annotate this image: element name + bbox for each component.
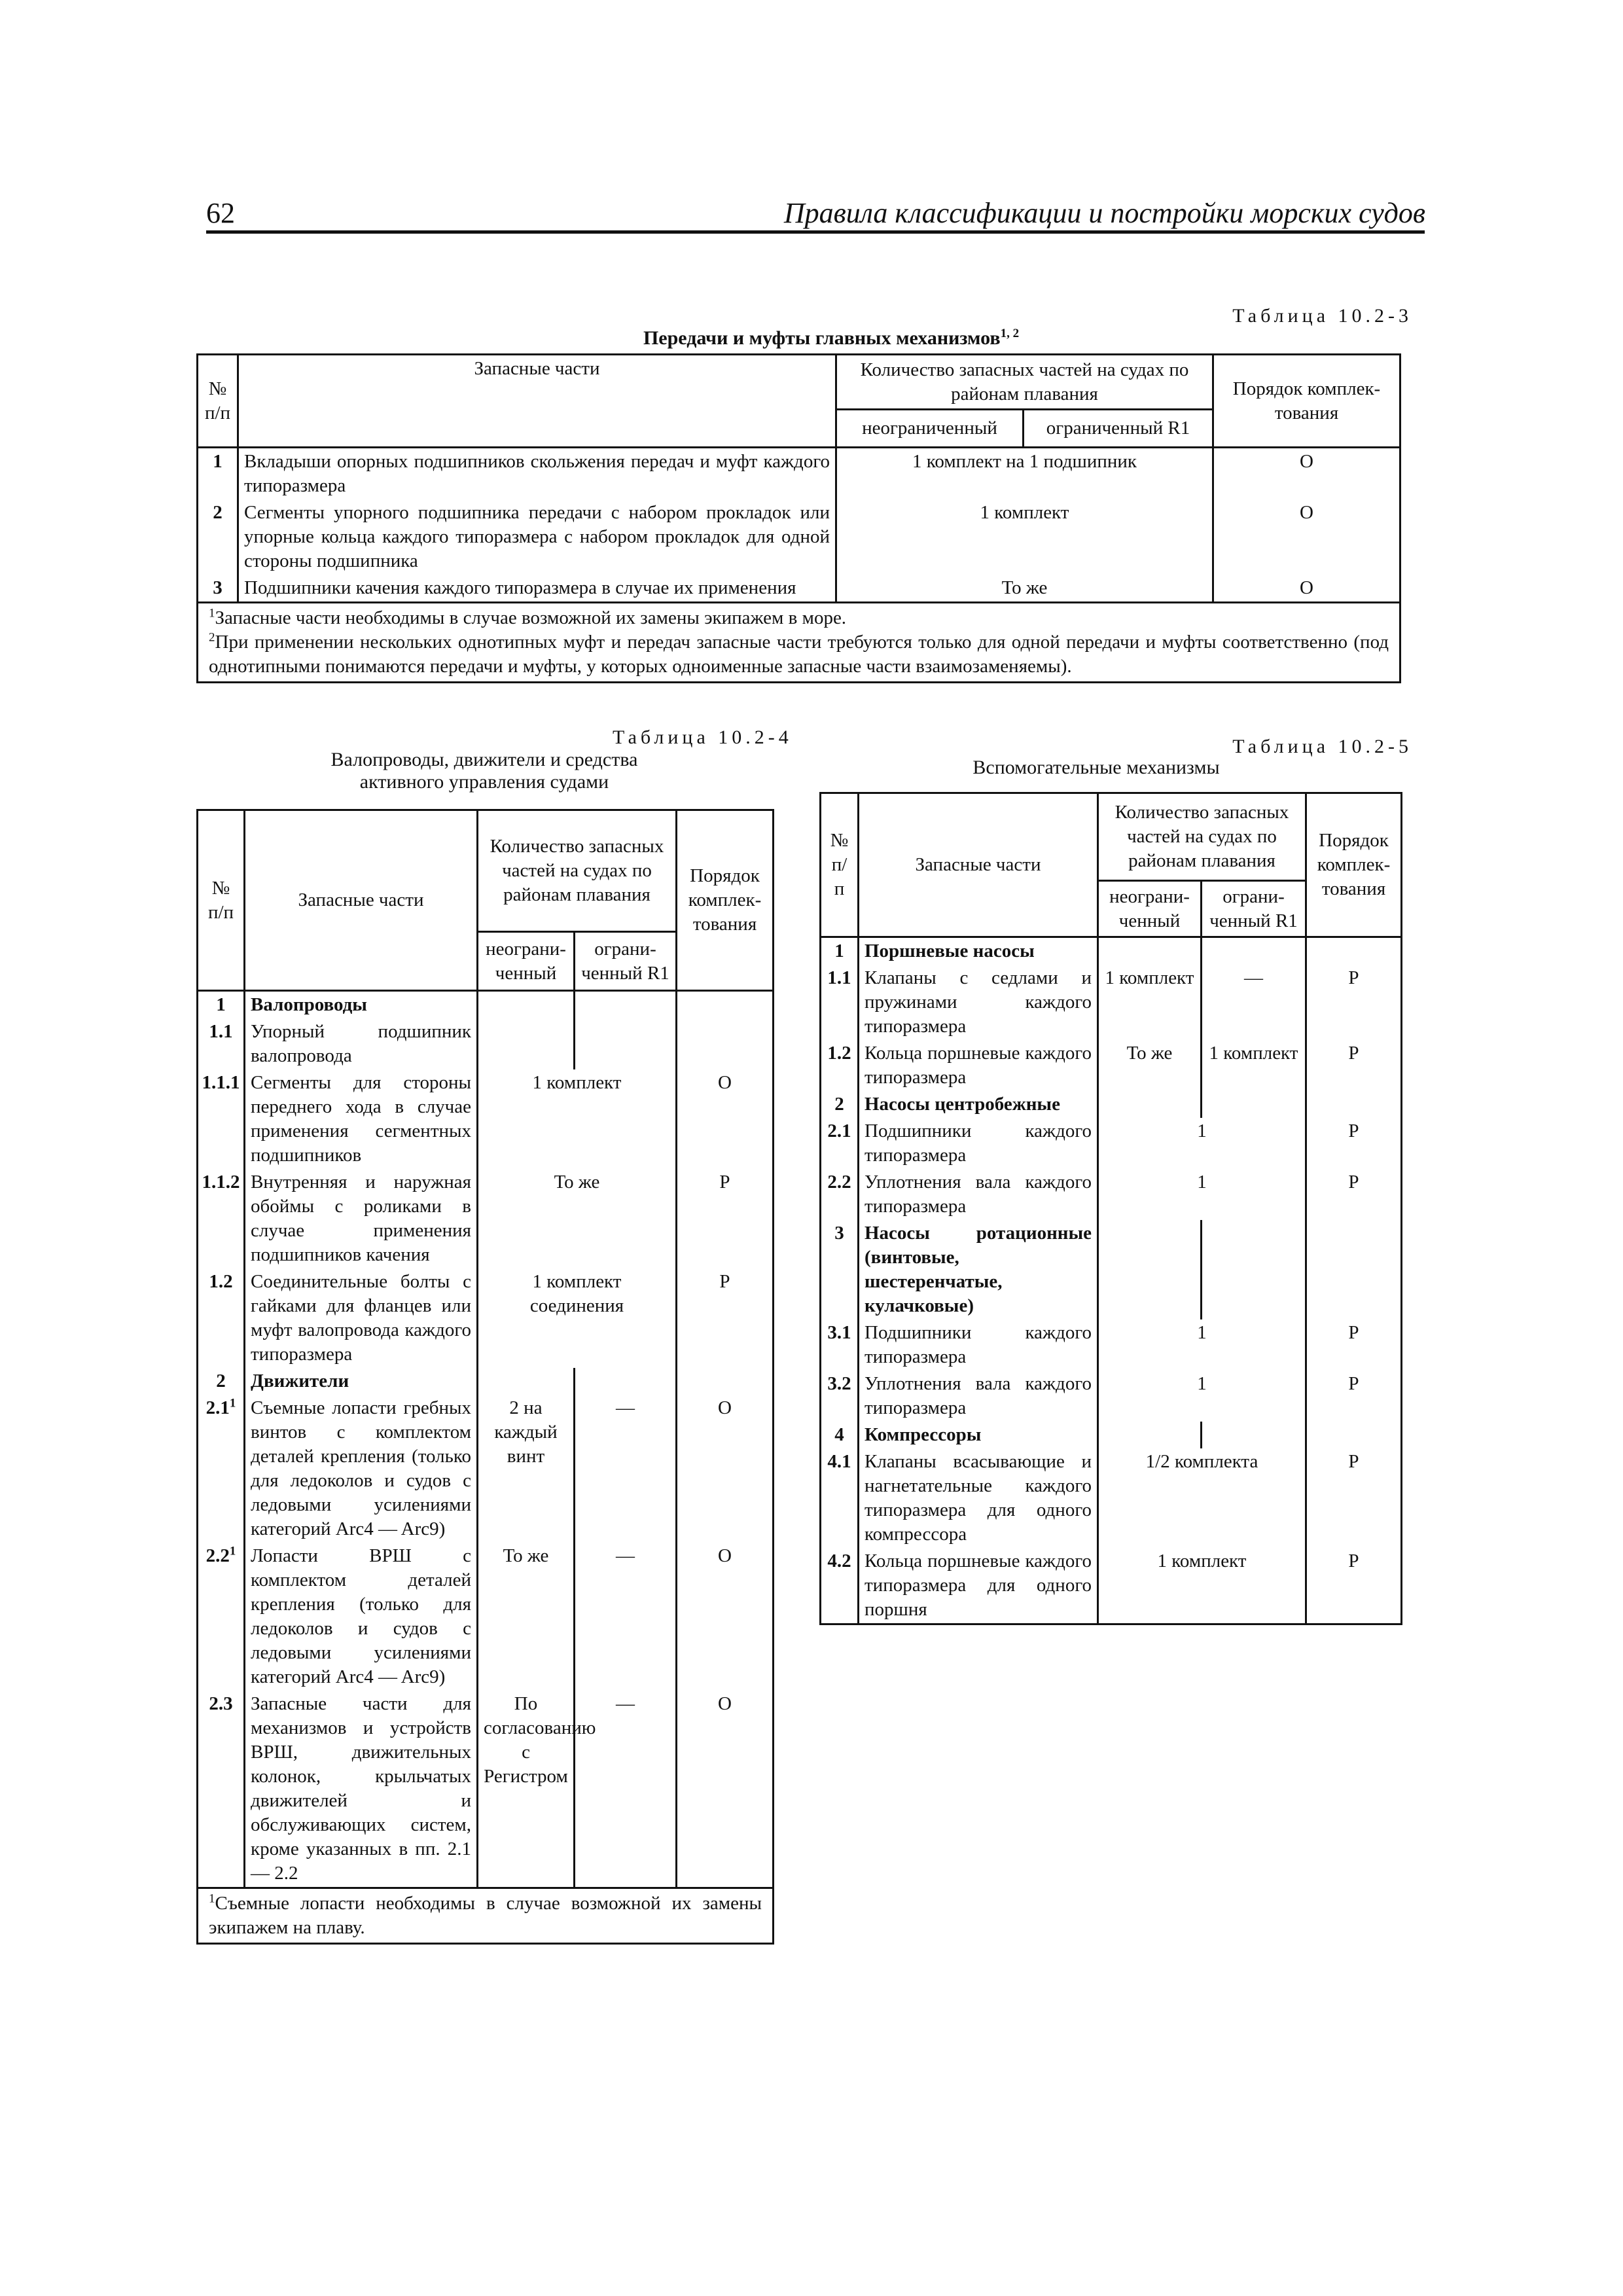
col-header-quantity: Количество запасных частей на судах по районам плавания	[1098, 793, 1306, 881]
table-row	[821, 1169, 1402, 1220]
order: Р	[1306, 1548, 1402, 1624]
part-name: Кольца поршневые каждого типоразмера для одного поршня	[859, 1548, 1098, 1624]
table-row	[198, 1169, 774, 1268]
table-row	[198, 1268, 774, 1368]
row-number	[821, 1422, 859, 1448]
part-name: Упорный подшипник валопровода	[245, 1018, 478, 1069]
col-header-num: № п/п	[198, 355, 238, 448]
quantity: То же	[836, 575, 1213, 603]
row-number	[198, 1268, 245, 1368]
table-row	[821, 937, 1402, 965]
quantity: 1 комплект соединения	[478, 1268, 677, 1368]
table-10-2-5-title: Вспомогательные механизмы	[972, 757, 1220, 778]
quantity: 1 комплект	[836, 499, 1213, 575]
quantity: 1 комплект на 1 подшипник	[836, 448, 1213, 500]
part-name: Съемные лопасти гребных винтов с комплектом деталей крепления (только для ледоколов и судов с ледовыми усилениями категорий Arc4 — Arc9)	[245, 1395, 478, 1543]
table-row	[198, 1069, 774, 1169]
part-name: Клапаны с седлами и пружинами каждого типоразмера	[859, 965, 1098, 1040]
order: О	[677, 1069, 774, 1169]
quantity-limited	[1202, 1422, 1306, 1448]
table-row	[198, 448, 1400, 500]
table-10-2-4-label: Таблица 10.2-4	[613, 726, 793, 748]
row-number-text: 4.2	[827, 1551, 851, 1571]
header-rule	[206, 230, 1425, 234]
table-row	[821, 1040, 1402, 1091]
row-number	[198, 1368, 245, 1395]
quantity-limited	[1202, 1091, 1306, 1118]
col-header-unlimited: неограниченный	[836, 410, 1024, 448]
row-number: 3	[198, 575, 238, 603]
order: Р	[677, 1169, 774, 1268]
quantity-limited	[575, 991, 677, 1019]
order: О	[677, 1543, 774, 1691]
table-row	[198, 499, 1400, 575]
quantity-limited: —	[1202, 965, 1306, 1040]
row-number	[821, 1220, 859, 1319]
quantity: То же	[478, 1169, 677, 1268]
row-number	[821, 937, 859, 965]
col-header-limited: ограни-ченный R1	[575, 932, 677, 991]
part-name: Уплотнения вала каждого типоразмера	[859, 1169, 1098, 1220]
row-number	[821, 1371, 859, 1422]
row-number-text: 1.1	[209, 1021, 233, 1042]
footnote-text: Запасные части необходимы в случае возможной их замены экипажем в море.	[215, 607, 847, 628]
table-row	[821, 1422, 1402, 1448]
quantity: 1 комплект	[478, 1069, 677, 1169]
footnote-mark: 1	[229, 1396, 236, 1410]
order: Р	[1306, 1319, 1402, 1371]
row-number	[198, 1169, 245, 1268]
table-row	[821, 1371, 1402, 1422]
table-row	[198, 1018, 774, 1069]
order	[677, 1368, 774, 1395]
col-header-quantity: Количество запасных частей на судах по районам плавания	[836, 355, 1213, 410]
table-row	[821, 1319, 1402, 1371]
col-header-parts: Запасные части	[238, 355, 836, 448]
row-number-text: 2	[834, 1094, 844, 1115]
row-number	[821, 1548, 859, 1624]
quantity-unlimited	[1098, 1091, 1202, 1118]
row-number	[821, 1169, 859, 1220]
order: О	[1213, 448, 1400, 500]
part-name: Внутренняя и наружная обоймы с роликами в случае применения подшипников качения	[245, 1169, 478, 1268]
part-name: Сегменты упорного подшипника передачи с набором прокладок или упорные кольца каждого типоразмера с набором прокладок для одной стороны подшипника	[238, 499, 836, 575]
quantity-limited: —	[575, 1543, 677, 1691]
footnote-1	[209, 606, 1389, 630]
row-number-text: 1.1	[827, 967, 851, 988]
table-row	[198, 991, 774, 1019]
order: О	[677, 1691, 774, 1888]
quantity-unlimited: 1 комплект	[1098, 965, 1202, 1040]
quantity-limited: 1 комплект	[1202, 1040, 1306, 1091]
part-name: Поршневые насосы	[859, 937, 1098, 965]
table-row	[821, 1091, 1402, 1118]
row-number-text: 2.1	[827, 1121, 851, 1141]
order: Р	[677, 1268, 774, 1368]
row-number	[198, 1543, 245, 1691]
quantity-unlimited: То же	[478, 1543, 575, 1691]
quantity-unlimited	[478, 991, 575, 1019]
table-row	[821, 965, 1402, 1040]
quantity: 1 комплект	[1098, 1548, 1306, 1624]
quantity: 1	[1098, 1118, 1306, 1169]
order: О	[1213, 499, 1400, 575]
col-header-limited: ограни-ченный R1	[1202, 881, 1306, 937]
row-number	[821, 1448, 859, 1548]
quantity: 1	[1098, 1169, 1306, 1220]
footnote-text: Съемные лопасти необходимы в случае возможной их замены экипажем на плаву.	[209, 1893, 762, 1938]
table-10-2-4	[196, 809, 774, 1945]
order: О	[677, 1395, 774, 1543]
quantity-unlimited	[1098, 937, 1202, 965]
quantity-limited	[575, 1368, 677, 1395]
quantity: 1/2 комплекта	[1098, 1448, 1306, 1548]
col-header-order: Порядок комплек-тования	[677, 810, 774, 991]
part-name: Подшипники качения каждого типоразмера в случае их применения	[238, 575, 836, 603]
col-header-unlimited: неограни-ченный	[1098, 881, 1202, 937]
table-10-2-3-title	[602, 327, 1060, 350]
row-number	[821, 1319, 859, 1371]
part-name: Кольца поршневые каждого типоразмера	[859, 1040, 1098, 1091]
table-row	[198, 575, 1400, 603]
row-number-text: 1.2	[209, 1271, 233, 1292]
order: Р	[1306, 1040, 1402, 1091]
page-number: 62	[206, 197, 235, 229]
quantity-unlimited: По согласованию с Регистром	[478, 1691, 575, 1888]
order	[1306, 1422, 1402, 1448]
row-number-text: 2.1	[205, 1397, 230, 1418]
quantity: 1	[1098, 1371, 1306, 1422]
row-number	[198, 991, 245, 1019]
col-header-quantity: Количество запасных частей на судах по районам плавания	[478, 810, 677, 932]
table-footnotes	[198, 603, 1400, 683]
part-name: Сегменты для стороны переднего хода в случае применения сегментных подшипников	[245, 1069, 478, 1169]
part-name: Движители	[245, 1368, 478, 1395]
row-number	[821, 1091, 859, 1118]
order: Р	[1306, 1448, 1402, 1548]
col-header-num: № п/п	[198, 810, 245, 991]
table-10-2-3	[196, 353, 1401, 683]
order: Р	[1306, 1118, 1402, 1169]
order: Р	[1306, 1371, 1402, 1422]
part-name: Уплотнения вала каждого типоразмера	[859, 1371, 1098, 1422]
part-name: Соединительные болты с гайками для фланцев или муфт валопровода каждого типоразмера	[245, 1268, 478, 1368]
quantity-limited	[1202, 1220, 1306, 1319]
col-header-order: Порядок комплек-тования	[1213, 355, 1400, 448]
col-header-limited: ограниченный R1	[1024, 410, 1213, 448]
part-name: Валопроводы	[245, 991, 478, 1019]
row-number-text: 1.2	[827, 1043, 851, 1064]
footnote-mark: 1	[209, 1892, 215, 1906]
part-name: Насосы ротационные (винтовые, шестеренчатые, кулачковые)	[859, 1220, 1098, 1319]
footnote-2	[209, 630, 1389, 679]
table-row	[198, 1395, 774, 1543]
quantity: 1	[1098, 1319, 1306, 1371]
quantity-limited	[575, 1018, 677, 1069]
table-row	[821, 1220, 1402, 1319]
part-name: Вкладыши опорных подшипников скольжения передач и муфт каждого типоразмера	[238, 448, 836, 500]
row-number-text: 3	[834, 1223, 844, 1244]
table-10-2-5-label: Таблица 10.2-5	[1232, 736, 1412, 757]
order	[677, 991, 774, 1019]
quantity-limited	[1202, 937, 1306, 965]
table-row	[198, 1691, 774, 1888]
table-title-text: Передачи и муфты главных механизмов	[643, 327, 1001, 349]
row-number-text: 4	[834, 1424, 844, 1445]
row-number-text: 3.2	[827, 1373, 851, 1394]
row-number-text: 3.1	[827, 1322, 851, 1343]
row-number	[821, 1040, 859, 1091]
row-number-text: 1	[834, 941, 844, 961]
quantity-unlimited	[1098, 1422, 1202, 1448]
row-number	[198, 1069, 245, 1169]
col-header-num: № п/п	[821, 793, 859, 937]
row-number: 1	[198, 448, 238, 500]
running-title: Правила классификации и постройки морских судов	[783, 197, 1425, 229]
quantity-limited: —	[575, 1395, 677, 1543]
row-number-text: 1	[216, 994, 226, 1015]
table-10-2-5	[819, 792, 1402, 1625]
table-row	[821, 1118, 1402, 1169]
row-number-text: 2.3	[209, 1693, 233, 1714]
row-number-text: 4.1	[827, 1451, 851, 1472]
order	[1306, 1091, 1402, 1118]
table-10-2-3-label: Таблица 10.2-3	[1232, 305, 1412, 327]
table-row	[821, 1548, 1402, 1624]
part-name: Лопасти ВРШ с комплектом деталей крепления (только для ледоколов и судов с ледовыми усилениями категорий Arc4 — Arc9)	[245, 1543, 478, 1691]
row-number	[198, 1018, 245, 1069]
col-header-parts: Запасные части	[245, 810, 478, 991]
order	[1306, 1220, 1402, 1319]
footnote-mark: 1	[209, 606, 215, 620]
order: Р	[1306, 965, 1402, 1040]
row-number-text: 2	[216, 1371, 226, 1391]
table-row	[198, 1543, 774, 1691]
row-number-text: 2.2	[205, 1545, 230, 1566]
part-name: Насосы центробежные	[859, 1091, 1098, 1118]
table-footnote	[198, 1888, 774, 1944]
part-name: Компрессоры	[859, 1422, 1098, 1448]
row-number	[198, 1395, 245, 1543]
part-name: Подшипники каждого типоразмера	[859, 1319, 1098, 1371]
order: О	[1213, 575, 1400, 603]
part-name: Подшипники каждого типоразмера	[859, 1118, 1098, 1169]
col-header-parts: Запасные части	[859, 793, 1098, 937]
part-name: Клапаны всасывающие и нагнетательные каждого типоразмера для одного компрессора	[859, 1448, 1098, 1548]
row-number	[821, 1118, 859, 1169]
quantity-unlimited	[478, 1368, 575, 1395]
row-number-text: 1.1.2	[202, 1172, 240, 1193]
row-number	[821, 965, 859, 1040]
quantity-unlimited	[478, 1018, 575, 1069]
order	[1306, 937, 1402, 965]
footnote-text: При применении нескольких однотипных муфт и передач запасные части требуются только для одной передачи и муфты соответственно (под однотипными понимаются передачи и муфты, у которых одноименные запасные части взаимозаменяемы).	[209, 632, 1389, 677]
table-row	[198, 1368, 774, 1395]
row-number	[198, 1691, 245, 1888]
table-row	[821, 1448, 1402, 1548]
quantity-unlimited: То же	[1098, 1040, 1202, 1091]
footnote-mark: 2	[209, 630, 215, 645]
col-header-order: Порядок комплек-тования	[1306, 793, 1402, 937]
part-name: Запасные части для механизмов и устройств ВРШ, движительных колонок, крыльчатых движителей и обслуживающих систем, кроме указанных в пп. 2.1 — 2.2	[245, 1691, 478, 1888]
row-number-text: 2.2	[827, 1172, 851, 1193]
row-number-text: 1.1.1	[202, 1072, 240, 1093]
order: Р	[1306, 1169, 1402, 1220]
quantity-unlimited	[1098, 1220, 1202, 1319]
col-header-unlimited: неограни-ченный	[478, 932, 575, 991]
quantity-limited: —	[575, 1691, 677, 1888]
table-10-2-4-title: Валопроводы, движители и средства активного управления судами	[330, 749, 638, 793]
row-number: 2	[198, 499, 238, 575]
footnote-mark: 1	[229, 1544, 236, 1558]
order	[677, 1018, 774, 1069]
title-footnote-marks: 1, 2	[1000, 327, 1020, 340]
quantity-unlimited: 2 на каждый винт	[478, 1395, 575, 1543]
